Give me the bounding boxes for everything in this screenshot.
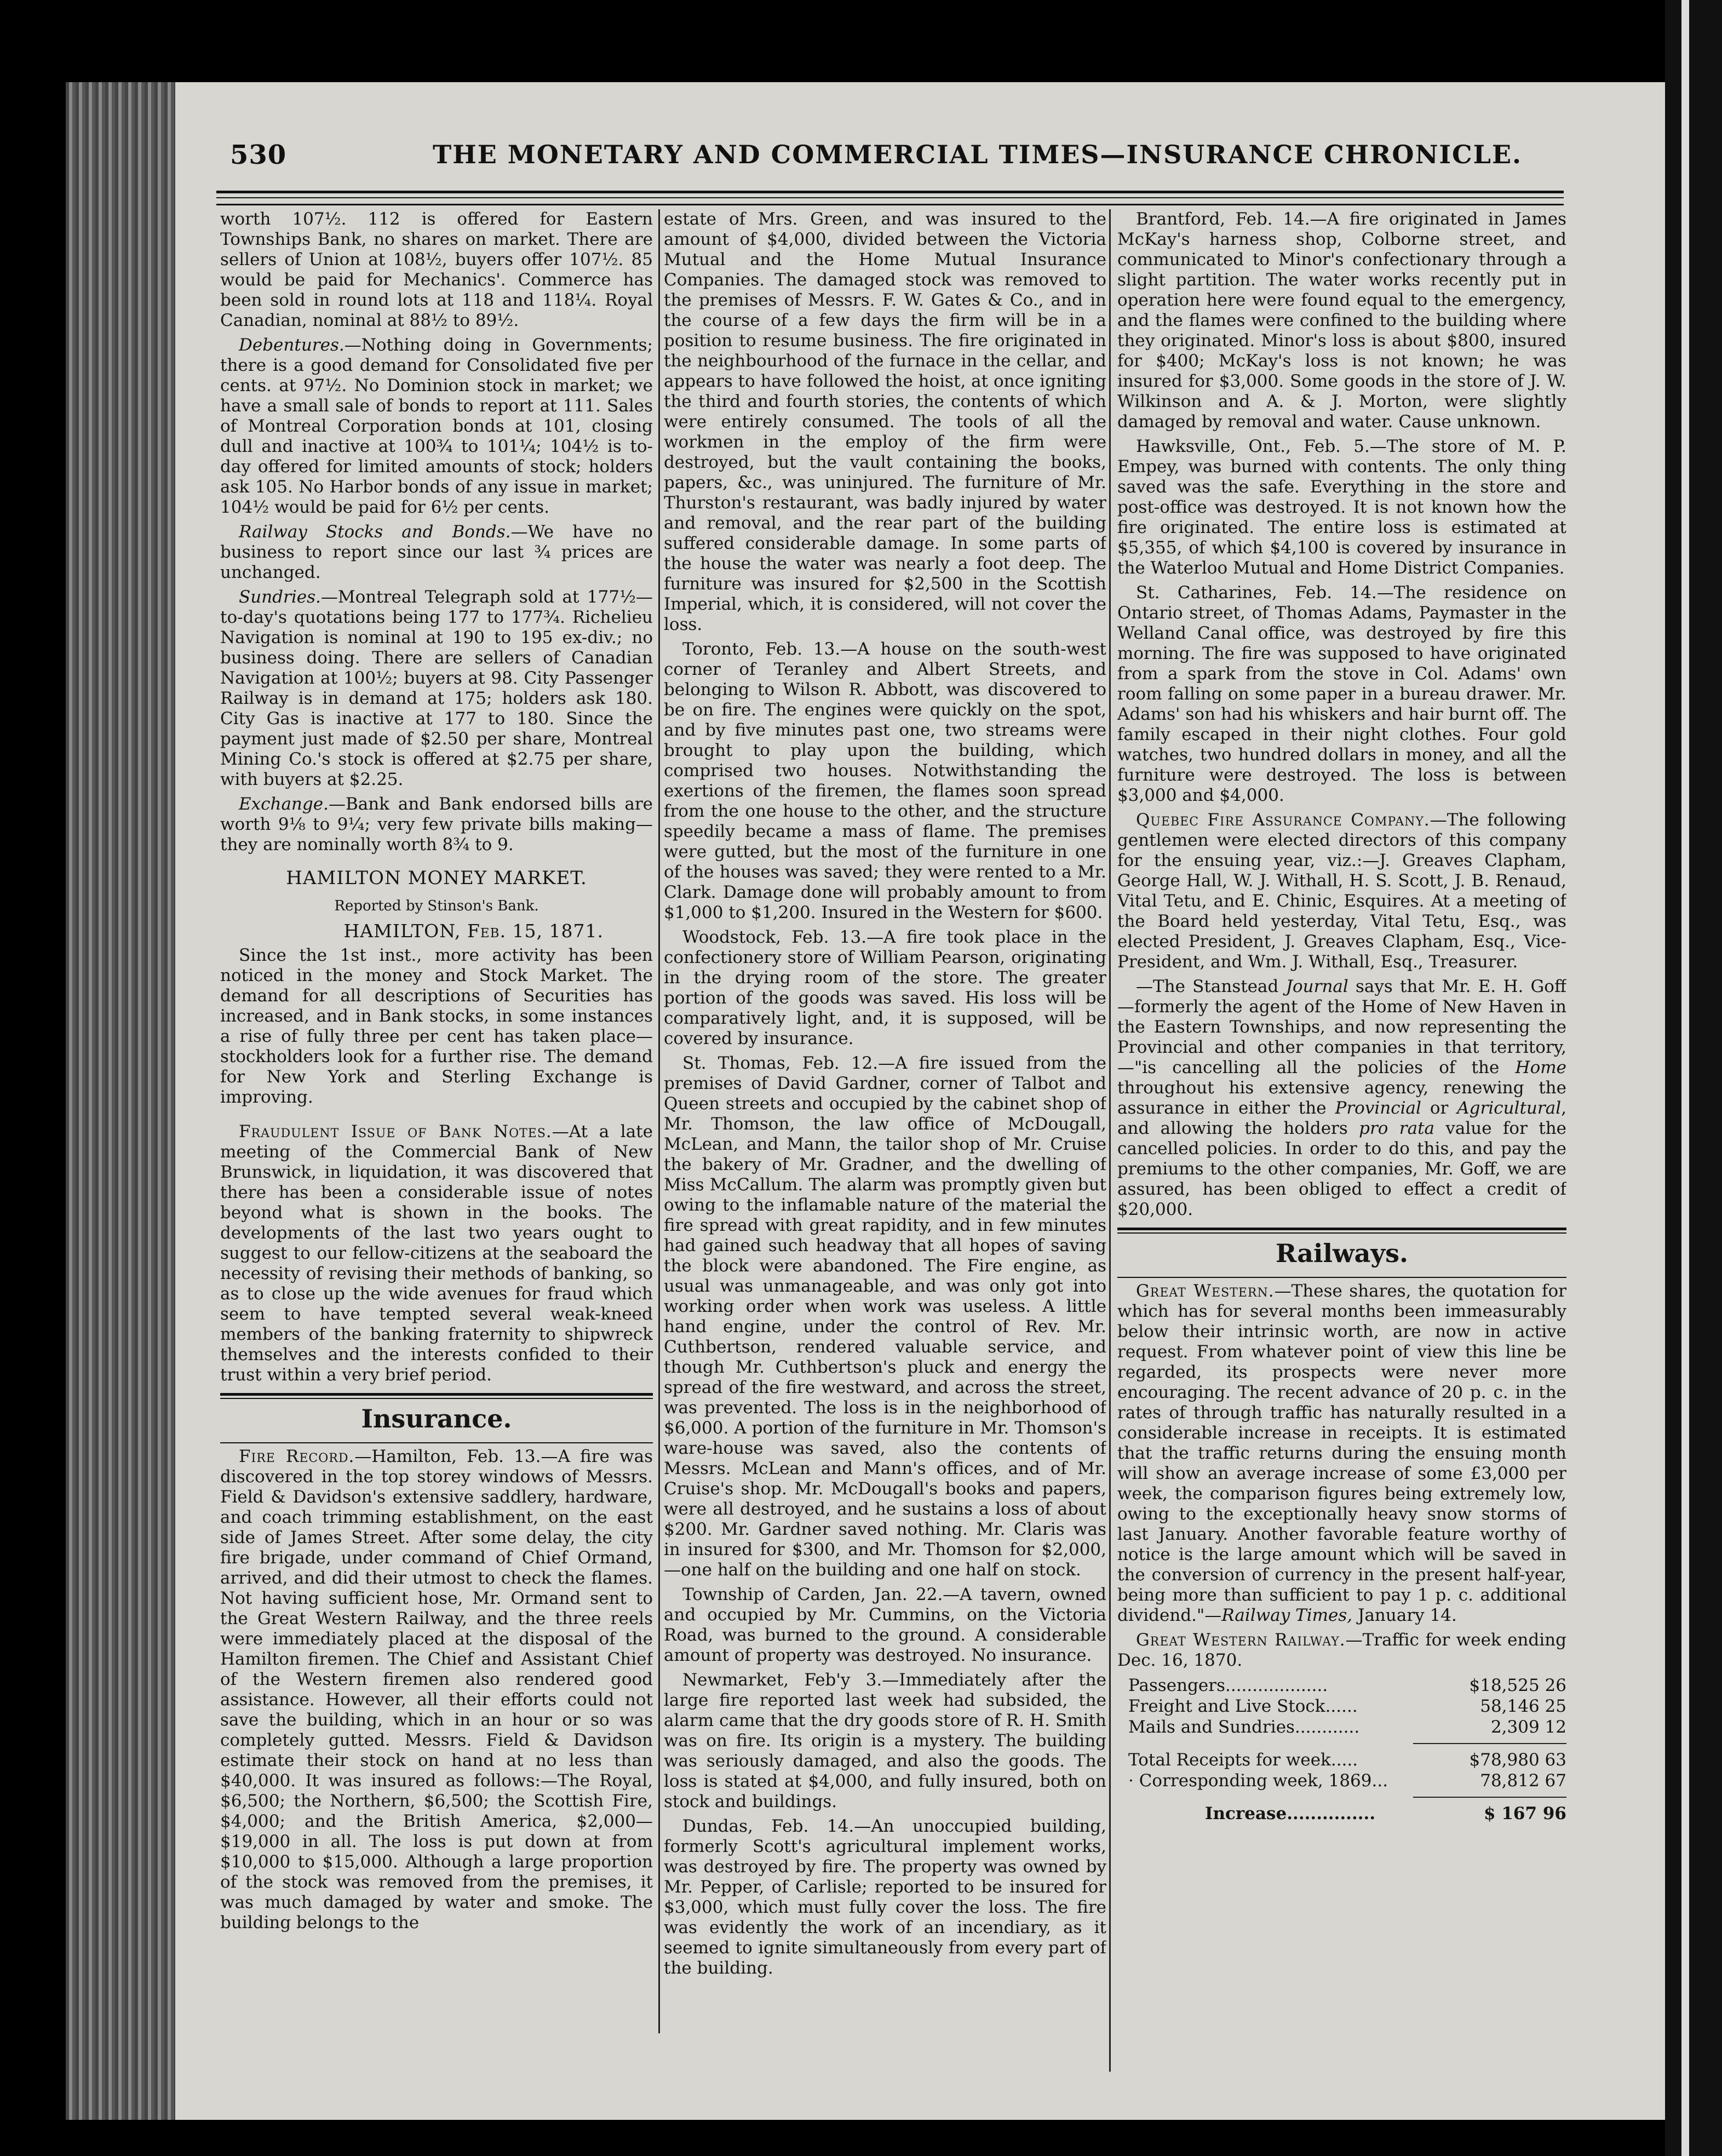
paragraph: Brantford, Feb. 14.—A fire originated in James McKay's harness shop, Colborne street, and communicated to Minor's confectionary through a slight partition. The water works recently put in operation here were found equal to the emergency, and the flames were confined to the building where they originated. Minor's loss is about $800, insured for $400; McKay's loss is not known; he was insured for $3,000. Some goods in the store of J. W. Wilkinson and A. & J. Morton, were slightly damaged by removal and water. Cause unknown. — [1117, 209, 1566, 432]
dateline: HAMILTON, Feb. 15, 1871. — [343, 920, 604, 942]
sum-rule — [1413, 1797, 1566, 1798]
table-row — [1128, 1675, 1566, 1696]
traffic-table — [1128, 1675, 1566, 1824]
row-value: 58,146 25 — [1480, 1696, 1566, 1716]
row-label: Increase............... — [1205, 1804, 1376, 1824]
text-run: value for the cancelled policies. In order to do this, and pay the premiums to the other companies, Mr. Goff, we are assured, has been obliged to effect a credit of $20,000. — [1117, 1119, 1566, 1219]
paragraph: estate of Mrs. Green, and was insured to the amount of $4,000, divided between the Victoria Mutual and the Home Mutual Insurance Companies. The damaged stock was removed to the premises of Messrs. F. W. Gates & Co., and in the course of a few days the firm will be in a position to resume business. The fire originated in the neighbourhood of the furnace in the cellar, and appears to have followed the hoist, at once igniting the third and fourth stories, the contents of which were entirely consumed. The tools of all the workmen in the employ of the firm were destroyed, but the vault containing the books, papers, &c., was uninjured. The furniture of Mr. Thurston's restaurant, was badly injured by water and removal, and the rear part of the building suffered considerable damage. In some parts of the house the water was nearly a foot deep. The furniture was insured for $2,500 in the Scottish Imperial, which, it is considered, will not cover the loss. — [664, 209, 1106, 634]
section-heading-railways: Railways. — [1275, 1238, 1409, 1268]
paragraph-text: —Traffic for week ending Dec. 16, 1870. — [1117, 1630, 1566, 1670]
page-number: 530 — [230, 140, 287, 170]
paragraph-fire-record — [220, 1447, 653, 1933]
byline: Reported by Stinson's Bank. — [334, 898, 539, 914]
row-value: 2,309 12 — [1490, 1717, 1566, 1737]
text-run: says that Mr. E. H. Goff—formerly the agent of the Home of New Haven in the Eastern Townships, and now representing the Provincial and other companies in that territory,—"is cancelling all the policies of the — [1117, 977, 1566, 1077]
paragraph-text: —Montreal Telegraph sold at 177½—to-day's quotations being 177 to 177¾. Richelieu Navigation is nominal at 190 to 195 ex-div.; no business doing. There are sellers of Canadian Navigation at 100½; buyers at 98. City Passenger Railway is in demand at 175; holders ask 180. City Gas is inactive at 177 to 180. Since the payment just made of $2.50 per share, Montreal Mining Co.'s stock is offered at $2.75 per share, with buyers at $2.25. — [220, 587, 653, 789]
text-run: —The Stanstead — [1136, 977, 1286, 996]
scan-right-border — [1665, 0, 1722, 2156]
run-in-heading: Debentures. — [239, 335, 345, 355]
table-row — [1128, 1717, 1566, 1738]
row-value: $78,980 63 — [1469, 1750, 1566, 1770]
paragraph: Newmarket, Feb'y 3.—Immediately after the large fire reported last week had subsided, the alarm came that the dry goods store of R. H. Smith was on fire. Its origin is a mystery. The building was seriously damaged, and also the goods. The loss is stated at $4,000, and fully insured, both on stock and buildings. — [664, 1670, 1106, 1811]
paragraph-text: —Nothing doing in Governments; there is a good demand for Consolidated five per cents. at 97½. No Dominion stock in market; we have a small sale of bonds to report at 111. Sales of Montreal Corporation bonds at 101, closing dull and inactive at 100¾ to 101¼; 104½ is to-day offered for limited amounts of stock; holders ask 105. No Harbor bonds of any issue in market; 104½ would be paid for 6½ per cents. — [220, 335, 653, 517]
paragraph: Toronto, Feb. 13.—A house on the south-west corner of Teranley and Albert Streets, and belonging to Wilson R. Abbott, was discovered to be on fire. The engines were quickly on the spot, and by five minutes past one, two streams were brought to play upon the building, which comprised two houses. Notwithstanding the exertions of the firemen, the flames soon spread from the one house to the other, and the structure speedily became a mass of flame. The premises were gutted, but the most of the furniture in one of the houses was saved; they were rented to a Mr. Clark. Damage done will probably amount to from $1,000 to $1,200. Insured in the Western for $600. — [664, 639, 1106, 922]
header-rule — [216, 197, 1564, 198]
text-run: Provincial — [1335, 1098, 1421, 1118]
source-citation: Railway Times, — [1221, 1605, 1353, 1625]
column-middle — [664, 209, 1106, 2033]
run-in-heading: Great Western. — [1136, 1281, 1275, 1301]
text-run: Journal — [1285, 977, 1348, 996]
row-label: Mails and Sundries............ — [1128, 1717, 1360, 1737]
paragraph: Township of Carden, Jan. 22.—A tavern, owned and occupied by Mr. Cummins, on the Victoria Road, was burned to the ground. A considerable amount of property was destroyed. No insurance. — [664, 1585, 1106, 1665]
run-in-heading: Fraudulent Issue of Bank Notes. — [239, 1122, 552, 1142]
sum-rule — [1413, 1743, 1566, 1744]
header-rule — [216, 204, 1564, 205]
book-spine-edge — [66, 82, 175, 2120]
paragraph: Woodstock, Feb. 13.—A fire took place in the confectionery store of William Pearson, originating in the drying room of the store. The greater portion of the goods was saved. His loss will be comparatively light, and, it is supposed, will be covered by insurance. — [664, 927, 1106, 1048]
table-row — [1128, 1696, 1566, 1717]
column-divider — [658, 209, 660, 2033]
paragraph-text: —The following gentlemen were elected directors of this company for the ensuing year, viz.:—J. Greaves Clapham, George Hall, W. J. Withall, H. S. Scott, J. B. Renaud, Vital Tetu, and E. Chinic, Esquires. At a meeting of the Board held yesterday, Vital Tetu, Esq., was elected President, J. Greaves Clapham, Esq., Vice-President, and Wm. J. Withall, Esq., Treasurer. — [1117, 810, 1566, 972]
row-value: $ 167 96 — [1483, 1804, 1566, 1824]
text-run: Home — [1515, 1058, 1566, 1077]
run-in-heading: Railway Stocks and Bonds. — [239, 522, 511, 542]
total-row — [1128, 1750, 1566, 1770]
run-in-heading: Sundries. — [239, 587, 321, 607]
run-in-heading: Great Western Railway. — [1136, 1630, 1346, 1650]
section-heading-insurance: Insurance. — [361, 1404, 512, 1433]
row-label: · Corresponding week, 1869... — [1128, 1771, 1388, 1791]
run-in-heading: Exchange. — [239, 794, 329, 814]
page-header — [230, 140, 1523, 184]
paragraph-text: —We have no business to report since our last ¾ prices are unchanged. — [220, 522, 653, 582]
paragraph: Hawksville, Ont., Feb. 5.—The store of M. P. Empey, was burned with contents. The only thing saved was the safe. Everything in the store and post-office was destroyed. It is not known how the fire originated. The entire loss is estimated at $5,355, of which $4,100 is covered by insurance in the Waterloo Mutual and Home District Companies. — [1117, 437, 1566, 578]
section-rule — [1117, 1277, 1566, 1278]
paragraph-quebec — [1117, 810, 1566, 972]
section-rule — [1117, 1228, 1566, 1234]
paragraph-text: —Bank and Bank endorsed bills are worth 9⅛ to 9¼; very few private bills making—they are nominally worth 8¾ to 9. — [220, 794, 653, 855]
column-divider — [1109, 209, 1111, 2072]
header-rule — [216, 191, 1564, 193]
row-label: Passengers................... — [1128, 1676, 1328, 1695]
text-run: pro rata — [1359, 1119, 1435, 1138]
paragraph-exchange — [220, 794, 653, 855]
column-left — [220, 209, 653, 2006]
text-run: January 14. — [1352, 1605, 1457, 1625]
paragraph-railway-stocks — [220, 522, 653, 583]
paragraph: worth 107½. 112 is offered for Eastern Townships Bank, no shares on market. There are sellers of Union at 108½, buyers offer 107½. 85 would be paid for Mechanics'. Commerce has been sold in round lots at 118 and 118¼. Royal Canadian, nominal at 88½ to 89½. — [220, 209, 653, 330]
paragraph: Dundas, Feb. 14.—An unoccupied building, formerly Scott's agricultural implement works, was destroyed by fire. The property was owned by Mr. Pepper, of Carlisle; reported to be insured for $3,000, which must fully cover the loss. The fire was evidently the work of an incendiary, as it seemed to ignite simultaneously from every part of the building. — [664, 1816, 1106, 1978]
text-run: , and allowing the holders — [1117, 1098, 1566, 1138]
section-title: HAMILTON MONEY MARKET. — [286, 867, 587, 889]
paragraph-text: —These shares, the quotation for which has for several months been immeasurably below their intrinsic worth, are now in active request. From whatever point of view this line be regarded, its prospects were never more encouraging. The recent advance of 20 p. c. in the rates of through traffic has naturally resulted in a considerable increase in receipts. It is estimated that the traffic returns during the ensuing month will show an average increase of some £3,000 per week, the comparison figures being extremely low, owing to the exceptionally heavy snow storms of last January. Another favorable feature worthy of notice is the large amount which will be saved in the conversion of currency in the present half-year, being more than sufficient to pay 1 p. c. additional dividend."— — [1117, 1281, 1566, 1625]
row-value: 78,812 67 — [1480, 1771, 1566, 1791]
increase-row — [1128, 1803, 1566, 1824]
paragraph: St. Catharines, Feb. 14.—The residence on Ontario street, of Thomas Adams, Paymaster in the Welland Canal office, was destroyed by fire this morning. The fire was supposed to have originated from a spark from the stove in Col. Adams' own room falling on some paper in a bureau drawer. Mr. Adams' son had his whiskers and hair burnt off. The family escaped in their night clothes. Four gold watches, two hundred dollars in money, and all the furniture were destroyed. The loss is between $3,000 and $4,000. — [1117, 583, 1566, 805]
paragraph-fraudulent-notes — [220, 1122, 653, 1385]
run-in-heading: Quebec Fire Assurance Company. — [1136, 810, 1430, 830]
paragraph: Since the 1st inst., more activity has been noticed in the money and Stock Market. The demand for all descriptions of Securities has increased, and in Bank stocks, in some instances a rise of fully three per cent has taken place—stockholders look for a further rise. The demand for New York and Sterling Exchange is improving. — [220, 945, 653, 1107]
paragraph-text: —At a late meeting of the Commercial Bank of New Brunswick, in liquidation, it was discovered that there has been a considerable issue of notes beyond what is shown in the books. The developments of the last two years ought to suggest to our fellow-citizens at the seaboard the necessity of revising their methods of banking, so as to close up the wide avenues for fraud which seem to have tempted several weak-kneed members of the banking fraternity to shipwreck themselves and the interests confided to their trust within a very brief period. — [220, 1122, 653, 1385]
paragraph-sundries — [220, 587, 653, 790]
paragraph-debentures — [220, 335, 653, 518]
paragraph-stanstead — [1117, 977, 1566, 1220]
paragraph-great-western — [1117, 1281, 1566, 1626]
text-run: throughout his extensive agency, renewing the assurance in either the — [1117, 1078, 1566, 1118]
column-right — [1117, 209, 1566, 2061]
paragraph-gwr-traffic — [1117, 1630, 1566, 1671]
comparison-row — [1128, 1770, 1566, 1791]
section-rule — [220, 1393, 653, 1399]
text-run: Agricultural — [1457, 1098, 1562, 1118]
page-title: THE MONETARY AND COMMERCIAL TIMES—INSURANCE CHRONICLE. — [433, 140, 1523, 169]
paragraph: St. Thomas, Feb. 12.—A fire issued from the premises of David Gardner, corner of Talbot and Queen streets and occupied by the cabinet shop of Mr. Thomson, the law office of McDougall, McLean, and Mann, the tailor shop of Mr. Cruise the bakery of Mr. Gradner, and the dwelling of Miss McCallum. The alarm was promptly given but owing to the inflamable nature of the material the fire spread with great rapidity, and in few minutes had gained such headway that all hopes of saving the block were abandoned. The Fire engine, as usual was unmanageable, and was only got into working order when work was useless. A little hand engine, under the control of Rev. Mr. Cuthbertson, rendered valuable service, and though Mr. Cuthbertson's pluck and energy the spread of the fire westward, and across the street, was prevented. The loss is in the neighborhood of $6,000. A portion of the furniture in Mr. Thomson's ware-house was saved, also the contents of Messrs. McLean and Mann's offices, and of Mr. Cruise's shop. Mr. McDougall's books and papers, were all destroyed, and he sustains a loss of about $200. Mr. Gardner saved nothing. Mr. Claris was in insured for $300, and Mr. Thomson for $2,000,—one half on the building and one half on stock. — [664, 1053, 1106, 1580]
row-label: Total Receipts for week..... — [1128, 1750, 1358, 1770]
text-run: or — [1421, 1098, 1457, 1118]
row-value: $18,525 26 — [1469, 1676, 1566, 1695]
run-in-heading: Fire Record. — [239, 1447, 355, 1466]
paragraph-text: —Hamilton, Feb. 13.—A fire was discovered in the top storey windows of Messrs. Field & Davidson's extensive saddlery, hardware, and coach trimming establishment, on the east side of James Street. After some delay, the city fire brigade, under command of Chief Ormand, arrived, and did their utmost to check the flames. Not having sufficient hose, Mr. Ormand sent to the Great Western Railway, and the three reels were immediately placed at the disposal of the Hamilton firemen. The Chief and Assistant Chief of the Western firemen also rendered good assistance. However, all their efforts could not save the building, which in an hour or so was completely gutted. Messrs. Field & Davidson estimate their stock on hand at no less than $40,000. It was insured as follows:—The Royal, $6,500; the Northern, $6,500; the Scottish Fire, $4,000; and the British America, $2,000—$19,000 in all. The loss is put down at from $10,000 to $15,000. Although a large proportion of the stock was removed from the premises, it was much damaged by water and smoke. The building belongs to the — [220, 1447, 653, 1933]
section-rule — [220, 1442, 653, 1443]
row-label: Freight and Live Stock...... — [1128, 1696, 1358, 1716]
